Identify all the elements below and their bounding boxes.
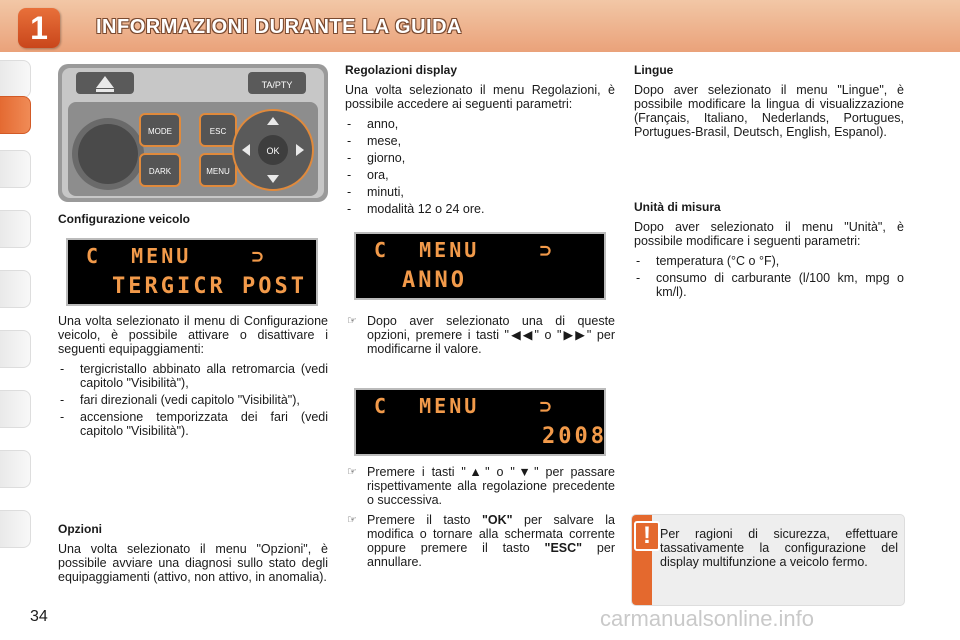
chapter-badge: 1: [18, 8, 60, 48]
side-tab[interactable]: [0, 510, 31, 548]
units-title: Unità di misura: [634, 200, 721, 214]
config-intro: Una volta selezionato il menu di Configurazione veicolo, è possibile attivare o disattivare i seguenti equipaggiamenti:: [58, 314, 328, 356]
list-item: - mese,: [345, 134, 615, 148]
lcd-line-1: C MENU ⊃: [86, 244, 267, 268]
notes-2-3: ☞ Premere i tasti "▲" o "▼" per passare rispettivamente alla regolazione precedente o successiva. ☞ Premere il tasto "OK" per salvare la modifica o tornare alla schermata corrente oppure premere il tasto "ESC" per annullare.: [347, 465, 616, 569]
svg-text:ESC: ESC: [209, 127, 227, 136]
display-title: Regolazioni display: [345, 63, 458, 77]
lcd-line-2: TERGICR POST: [112, 274, 307, 299]
list-item: - fari direzionali (vedi capitolo "Visibilità"),: [58, 393, 328, 407]
side-tab[interactable]: [0, 150, 31, 188]
hand-pointer-icon: ☞: [347, 315, 357, 327]
list-item: - minuti,: [345, 185, 615, 199]
lcd-line-2: 2008: [542, 424, 607, 449]
hand-pointer-icon: ☞: [347, 466, 357, 478]
config-body: [58, 314, 328, 441]
list-item: - tergicristallo abbinato alla retromarcia (vedi capitolo "Visibilità"),: [58, 362, 328, 390]
lcd-display-2008: [354, 388, 606, 456]
up-arrow-icon: ▲: [465, 465, 486, 479]
hand-pointer-icon: ☞: [347, 514, 357, 526]
watermark: carmanualsonline.info: [600, 606, 815, 631]
list-item: - ora,: [345, 168, 615, 182]
list-item: - modalità 12 o 24 ore.: [345, 202, 615, 216]
page-number: 34: [30, 608, 48, 625]
units-section: [634, 200, 904, 302]
note-1: ☞ Dopo aver selezionato una di queste opzioni, premere i tasti "◀◀" o "▶▶" per modificarne il valore.: [347, 314, 615, 356]
side-tab[interactable]: [0, 450, 31, 488]
right-column: [634, 63, 904, 145]
warning-text: Per ragioni di sicurezza, effettuare tassativamente la configurazione del display multifunzione a veicolo fermo.: [660, 527, 898, 569]
side-tab[interactable]: [0, 60, 31, 98]
config-list: [58, 362, 328, 438]
page-title: INFORMAZIONI DURANTE LA GUIDA: [96, 16, 462, 38]
lcd-display-config: [66, 238, 318, 306]
left-column: [58, 212, 328, 232]
side-tab-active[interactable]: [0, 96, 31, 134]
side-tab[interactable]: [0, 270, 31, 308]
lcd-line-1: C MENU ⊃: [374, 238, 555, 262]
lcd-display-year: [354, 232, 606, 300]
list-item: - anno,: [345, 117, 615, 131]
lcd-line-2: ANNO: [402, 268, 467, 293]
rewind-icon: ◀◀: [509, 328, 535, 342]
side-tabs: [0, 60, 32, 580]
svg-text:OK: OK: [266, 146, 280, 156]
lang-text: Dopo aver selezionato il menu "Lingue", è possibile modificare la lingua di visualizzazione (Français, Italiano, Nederlands, Portugues, Portugues-Brasil, Deutsch, English, Espanol).: [634, 83, 904, 139]
options-text: Una volta selezionato il menu "Opzioni", è possibile avviare una diagnosi sullo stato degli equipaggiamenti (attivo, non attivo, in anomalia).: [58, 542, 328, 584]
options-section: [58, 522, 328, 590]
safety-warning-box: [632, 515, 904, 605]
options-title: Opzioni: [58, 522, 102, 536]
svg-text:MODE: MODE: [148, 127, 172, 136]
down-arrow-icon: ▼: [514, 465, 535, 479]
side-tab[interactable]: [0, 210, 31, 248]
units-text: Dopo aver selezionato il menu "Unità", è possibile modificare i seguenti parametri:: [634, 220, 904, 248]
control-panel-image: [58, 64, 328, 202]
list-item: - consumo di carburante (l/100 km, mpg o km/l).: [634, 271, 904, 299]
list-item: - accensione temporizzata dei fari (vedi capitolo "Visibilità").: [58, 410, 328, 438]
svg-text:MENU: MENU: [206, 167, 230, 176]
side-tab[interactable]: [0, 330, 31, 368]
config-title: Configurazione veicolo: [58, 212, 191, 226]
units-list: [634, 254, 904, 299]
ta-pty-button-label: TA/PTY: [261, 80, 293, 90]
forward-icon: ▶▶: [561, 328, 587, 342]
side-tab[interactable]: [0, 390, 31, 428]
list-item: - temperatura (°C o °F),: [634, 254, 904, 268]
middle-column: [345, 63, 615, 219]
page-header: [0, 0, 960, 52]
svg-text:DARK: DARK: [148, 167, 172, 176]
list-item: - giorno,: [345, 151, 615, 165]
display-list: [345, 117, 615, 216]
lang-title: Lingue: [634, 63, 674, 77]
lcd-line-1: C MENU ⊃: [374, 394, 555, 418]
display-intro: Una volta selezionato il menu Regolazioni, è possibile accedere ai seguenti parametri:: [345, 83, 615, 111]
warning-icon: !: [634, 521, 660, 551]
